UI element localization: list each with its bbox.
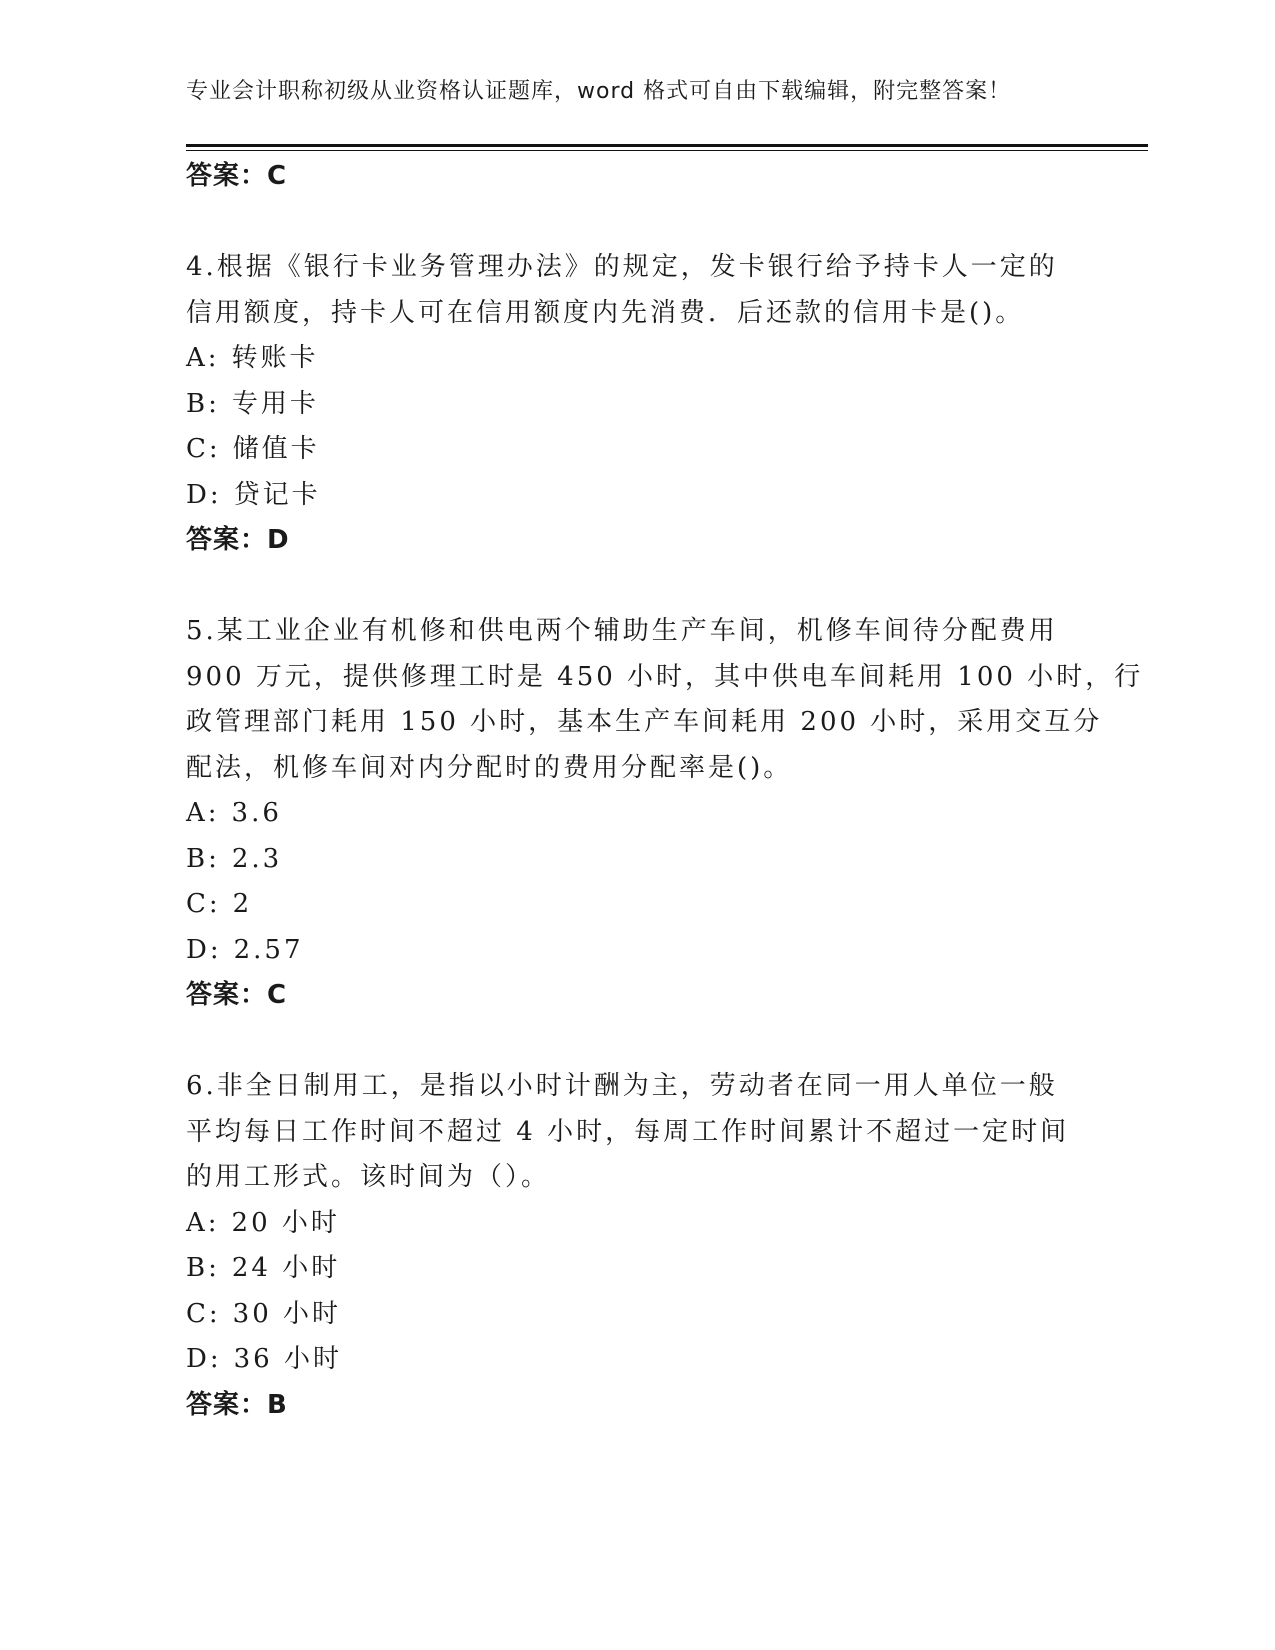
option-text: 2: [232, 889, 253, 919]
option-b: [186, 837, 1086, 883]
option-d: [186, 473, 1086, 519]
option-text: 储值卡: [232, 434, 320, 464]
option-label: D:: [186, 934, 222, 965]
option-label: C:: [186, 1298, 221, 1329]
option-label: B:: [186, 843, 220, 874]
question-list: [186, 154, 1144, 1428]
spacer: [186, 564, 1086, 610]
spacer: [186, 1019, 1086, 1065]
option-label: B:: [186, 1253, 220, 1283]
question-block: [186, 609, 1144, 1019]
option-label: C:: [186, 889, 221, 919]
option-label: D:: [186, 1344, 222, 1374]
option-label: C:: [186, 434, 221, 464]
question-stem-line: 6.非全日制用工，是指以小时计酬为主，劳动者在同一用人单位一般: [186, 1071, 1058, 1101]
question-stem-line: 4.根据《银行卡业务管理办法》的规定，发卡银行给予持卡人一定的: [186, 252, 1058, 282]
option-d: [186, 1337, 1086, 1383]
header-rule-thick: [186, 144, 1148, 147]
option-c: [186, 1292, 1086, 1338]
header-rule-thin: [186, 150, 1148, 151]
answer-line: 答案：D: [186, 525, 290, 555]
question-stem-line: 配法，机修车间对内分配时的费用分配率是()。: [186, 752, 793, 783]
question-stem-line: 平均每日工作时间不超过 4 小时，每周工作时间累计不超过一定时间: [186, 1116, 1070, 1147]
option-label: A:: [186, 1207, 220, 1238]
option-text: 20 小时: [231, 1207, 340, 1238]
question-block: [186, 1064, 1086, 1428]
question-stem-line: 信用额度，持卡人可在信用额度内先消费．后还款的信用卡是()。: [186, 297, 1025, 328]
question-stem-line: 900 万元，提供修理工时是 450 小时，其中供电车间耗用 100 小时，行: [186, 661, 1144, 692]
option-text: 2.3: [231, 843, 283, 874]
option-label: A:: [186, 343, 220, 373]
option-text: 转账卡: [231, 343, 319, 373]
option-text: 36 小时: [233, 1344, 342, 1374]
option-label: A:: [186, 798, 220, 828]
option-text: 3.6: [231, 798, 282, 828]
option-b: [186, 382, 1086, 428]
option-label: D:: [186, 479, 222, 510]
answer-line: 答案：C: [186, 980, 288, 1010]
question-stem-line: 5.某工业企业有机修和供电两个辅助生产车间，机修车间待分配费用: [186, 616, 1058, 646]
question-block: [186, 245, 1086, 564]
question-stem-line: 的用工形式。该时间为（）。: [186, 1162, 551, 1192]
answer-line: 答案：B: [186, 1389, 288, 1420]
option-text: 24 小时: [231, 1253, 341, 1283]
question-stem-line: 政管理部门耗用 150 小时，基本生产车间耗用 200 小时，采用交互分: [186, 707, 1103, 737]
option-c: [186, 882, 1086, 928]
option-d: [186, 928, 1086, 974]
option-c: [186, 427, 1086, 473]
spacer: [186, 200, 1086, 246]
option-text: 专用卡: [231, 388, 319, 419]
answer-line: 答案：C: [186, 161, 288, 191]
option-a: [186, 791, 1086, 837]
option-text: 2.57: [233, 934, 304, 965]
page-header: 专业会计职称初级从业资格认证题库，word 格式可自由下载编辑，附完整答案！: [186, 79, 1012, 104]
option-text: 30 小时: [232, 1298, 342, 1329]
option-a: [186, 1201, 1086, 1247]
option-label: B:: [186, 388, 220, 419]
option-a: [186, 336, 1086, 382]
option-b: [186, 1246, 1086, 1292]
option-text: 贷记卡: [233, 479, 321, 510]
